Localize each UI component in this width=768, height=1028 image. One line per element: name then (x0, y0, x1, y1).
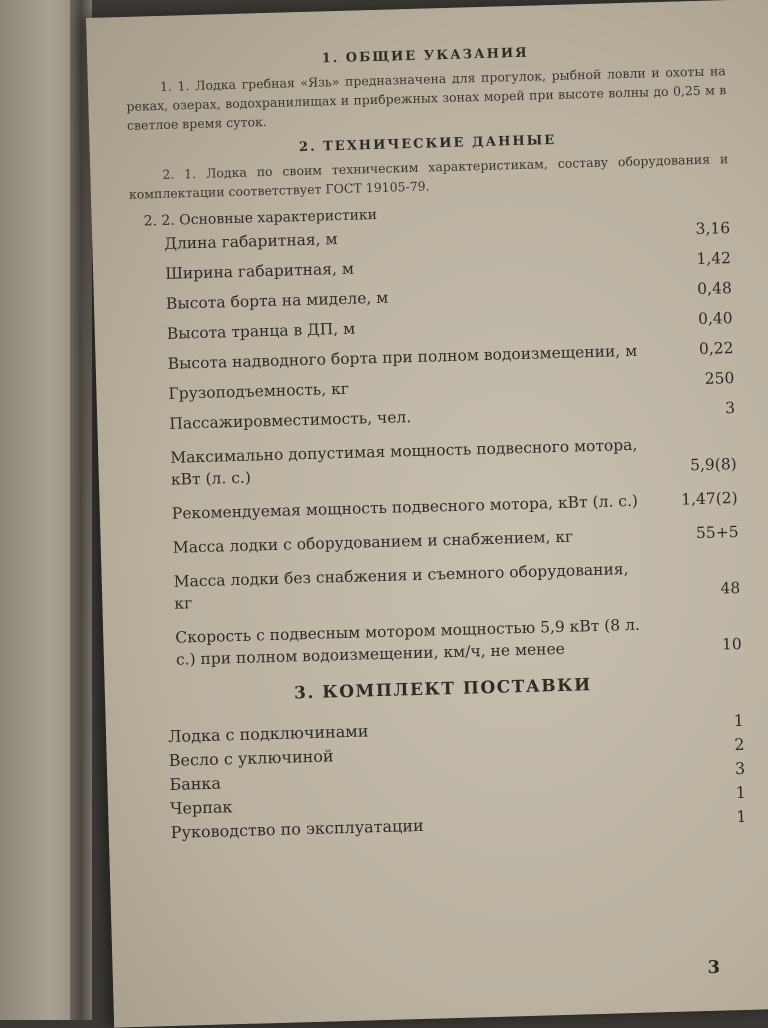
spec-label: Скорость с подвесным мотором мощностью 5,9 кВт (8 л. с.) при полном водоизмещении, км/ч, не менее (175, 615, 641, 669)
spec-value: 3 (725, 399, 736, 418)
kit-label: Весло с уключиной (168, 746, 334, 770)
kit-label: Руководство по эксплуатации (170, 815, 424, 842)
document-page (86, 0, 768, 1028)
kit-list (144, 709, 747, 846)
kit-value: 1 (733, 710, 745, 731)
page-content (125, 40, 747, 845)
spec-label: Рекомендуемая мощность подвесного мотора, кВт (л. с.) (171, 491, 639, 523)
spec-value: 0,22 (698, 339, 734, 359)
spec-label: Высота транца в ДП, м (166, 319, 356, 343)
book-spine (70, 0, 92, 1020)
specs-intro: 2. 2. Основные характеристики (143, 206, 378, 230)
spec-label: Высота надводного борта при полном водоизмещении, м (167, 341, 638, 373)
section-1-text: 1. 1. Лодка гребная «Язь» предназначена для прогулок, рыбной ловли и охоты на реках, озерах, водохранилищах и прибрежных зонах морей при высоте волны до 0,25 м в светлое время суток. (126, 63, 727, 133)
spec-label: Грузоподъемность, кг (168, 379, 350, 403)
spec-value: 48 (720, 578, 741, 598)
specs-list (130, 217, 742, 672)
spec-value: 1,42 (696, 249, 732, 269)
page-number: 3 (707, 957, 720, 978)
spec-value: 1,47(2) (680, 488, 738, 509)
section-1-title: 1. ОБЩИЕ УКАЗАНИЯ (321, 45, 529, 67)
spec-value: 250 (704, 369, 735, 388)
section-2-title: 2. ТЕХНИЧЕСКИЕ ДАННЫЕ (298, 132, 557, 156)
spec-label: Ширина габаритная, м (164, 259, 355, 283)
spec-value: 5,9(8) (689, 455, 737, 475)
section-2-text: 2. 1. Лодка по своим техническим характеристикам, составу оборудования и комплектации соответствует ГОСТ 19105-79. (128, 151, 729, 202)
spec-label: Масса лодки без снабжения и съемного оборудования, кг (173, 560, 629, 613)
spec-value: 3,16 (695, 219, 731, 239)
kit-value: 3 (734, 758, 746, 779)
spec-label: Длина габаритная, м (164, 230, 338, 253)
spec-value: 0,48 (697, 279, 733, 299)
spec-value: 55+5 (695, 522, 739, 543)
spec-label: Высота борта на миделе, м (165, 288, 389, 313)
kit-value: 1 (735, 782, 747, 803)
spec-value: 10 (721, 634, 742, 654)
kit-value: 2 (734, 734, 745, 755)
spec-label: Масса лодки с оборудованием и снабжением, кг (172, 527, 574, 557)
spec-label: Пассажировместимость, чел. (169, 408, 412, 433)
kit-label: Лодка с подключинами (167, 721, 369, 746)
kit-label: Банка (169, 773, 222, 794)
spec-value: 0,40 (697, 309, 733, 329)
kit-label: Черпак (169, 797, 233, 818)
kit-value: 1 (736, 806, 747, 827)
spec-label: Максимально допустимая мощность подвесного мотора, кВт (л. с.) (170, 435, 638, 489)
section-3-title: 3. КОМПЛЕКТ ПОСТАВКИ (293, 675, 592, 704)
